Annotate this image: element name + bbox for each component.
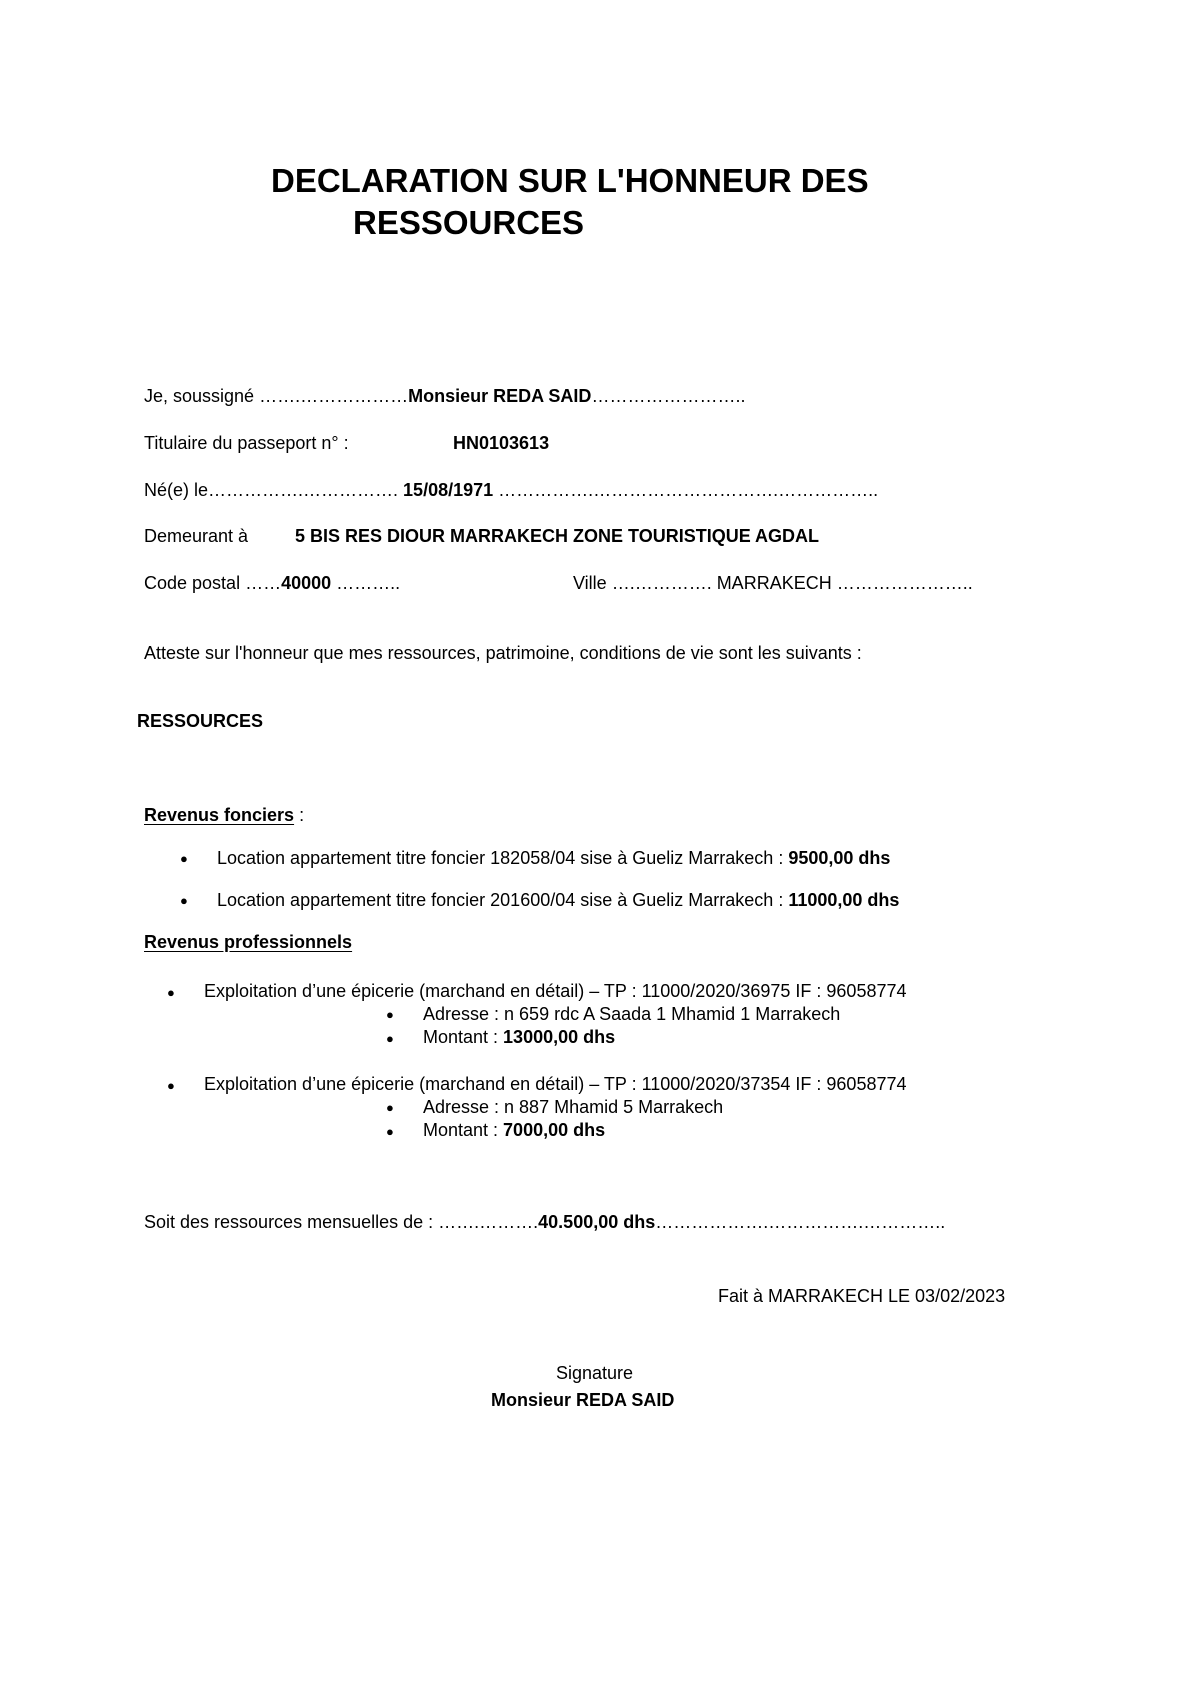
foncier-item-amount: 11000,00 dhs (788, 890, 900, 910)
pro-item-1-address: Adresse : n 659 rdc A Saada 1 Mhamid 1 Marrakech (423, 1004, 841, 1024)
bullet-icon: ● (180, 851, 188, 866)
document-title-line-2: RESSOURCES (353, 204, 585, 241)
pro-item-2-amount-line (423, 1120, 605, 1141)
address-label: Demeurant à (144, 526, 249, 546)
passport-label: Titulaire du passeport n° : (144, 433, 349, 453)
soussigne-tail: …………………….. (591, 386, 746, 406)
passport-value: HN0103613 (453, 433, 550, 453)
address-value: 5 BIS RES DIOUR MARRAKECH ZONE TOURISTIQUE AGDAL (295, 526, 820, 546)
birth-value: 15/08/1971 (403, 480, 494, 500)
foncier-item-text: Location appartement titre foncier 201600/04 sise à Gueliz Marrakech : (217, 890, 789, 910)
pro-item-1-text: Exploitation d’une épicerie (marchand en détail) – TP : 11000/2020/36975 IF : 96058774 (204, 981, 907, 1001)
document-title-line-1: DECLARATION SUR L'HONNEUR DES (271, 162, 869, 199)
total-line (144, 1212, 945, 1233)
total-label: Soit des ressources mensuelles de : …….………. (144, 1212, 539, 1232)
postal-label: Code postal …… (144, 573, 282, 593)
pro-item-1-amount-line (423, 1027, 615, 1048)
total-value: 40.500,00 dhs (538, 1212, 656, 1232)
pro-amount-label: Montant : (423, 1027, 504, 1047)
total-tail: ……………….…………….………….. (655, 1212, 946, 1232)
foncier-item-2 (217, 890, 899, 911)
soussigne-value: Monsieur REDA SAID (408, 386, 592, 406)
pro-item-2-text: Exploitation d’une épicerie (marchand en détail) – TP : 11000/2020/37354 IF : 96058774 (204, 1074, 907, 1094)
bullet-icon: ● (167, 1078, 175, 1093)
pro-item-2-address: Adresse : n 887 Mhamid 5 Marrakech (423, 1097, 724, 1117)
foncier-item-1 (217, 848, 890, 869)
attestation-text: Atteste sur l'honneur que mes ressources, patrimoine, conditions de vie sont les suivants : (144, 643, 862, 663)
soussigne-line (144, 386, 745, 407)
pro-amount-label: Montant : (423, 1120, 504, 1140)
fonciers-heading: Revenus fonciers (144, 805, 295, 825)
fonciers-heading-line (144, 805, 304, 826)
fait-a-date: Fait à MARRAKECH LE 03/02/2023 (718, 1286, 1006, 1306)
professionnels-heading: Revenus professionnels (144, 932, 353, 952)
pro-amount-value: 7000,00 dhs (503, 1120, 606, 1140)
bullet-icon: ● (180, 893, 188, 908)
soussigne-label: Je, soussigné …….……………… (144, 386, 409, 406)
signature-name: Monsieur REDA SAID (491, 1390, 675, 1410)
signature-label: Signature (556, 1363, 634, 1383)
birth-line (144, 480, 878, 501)
bullet-icon: ● (386, 1100, 394, 1115)
foncier-item-text: Location appartement titre foncier 182058/04 sise à Gueliz Marrakech : (217, 848, 789, 868)
birth-tail: …………….………………………….…………….. (498, 480, 879, 500)
bullet-icon: ● (167, 985, 175, 1000)
bullet-icon: ● (386, 1124, 394, 1139)
fonciers-colon: : (294, 805, 305, 825)
postal-value: 40000 (281, 573, 332, 593)
foncier-item-amount: 9500,00 dhs (788, 848, 891, 868)
birth-label: Né(e) le…………….……………. (144, 480, 399, 500)
bullet-icon: ● (386, 1007, 394, 1022)
postal-tail: ……….. (331, 573, 401, 593)
postal-line (144, 573, 400, 594)
pro-amount-value: 13000,00 dhs (503, 1027, 616, 1047)
ressources-heading: RESSOURCES (137, 711, 264, 731)
city-line: Ville ….…………. MARRAKECH ………………….. (573, 573, 973, 593)
bullet-icon: ● (386, 1031, 394, 1046)
